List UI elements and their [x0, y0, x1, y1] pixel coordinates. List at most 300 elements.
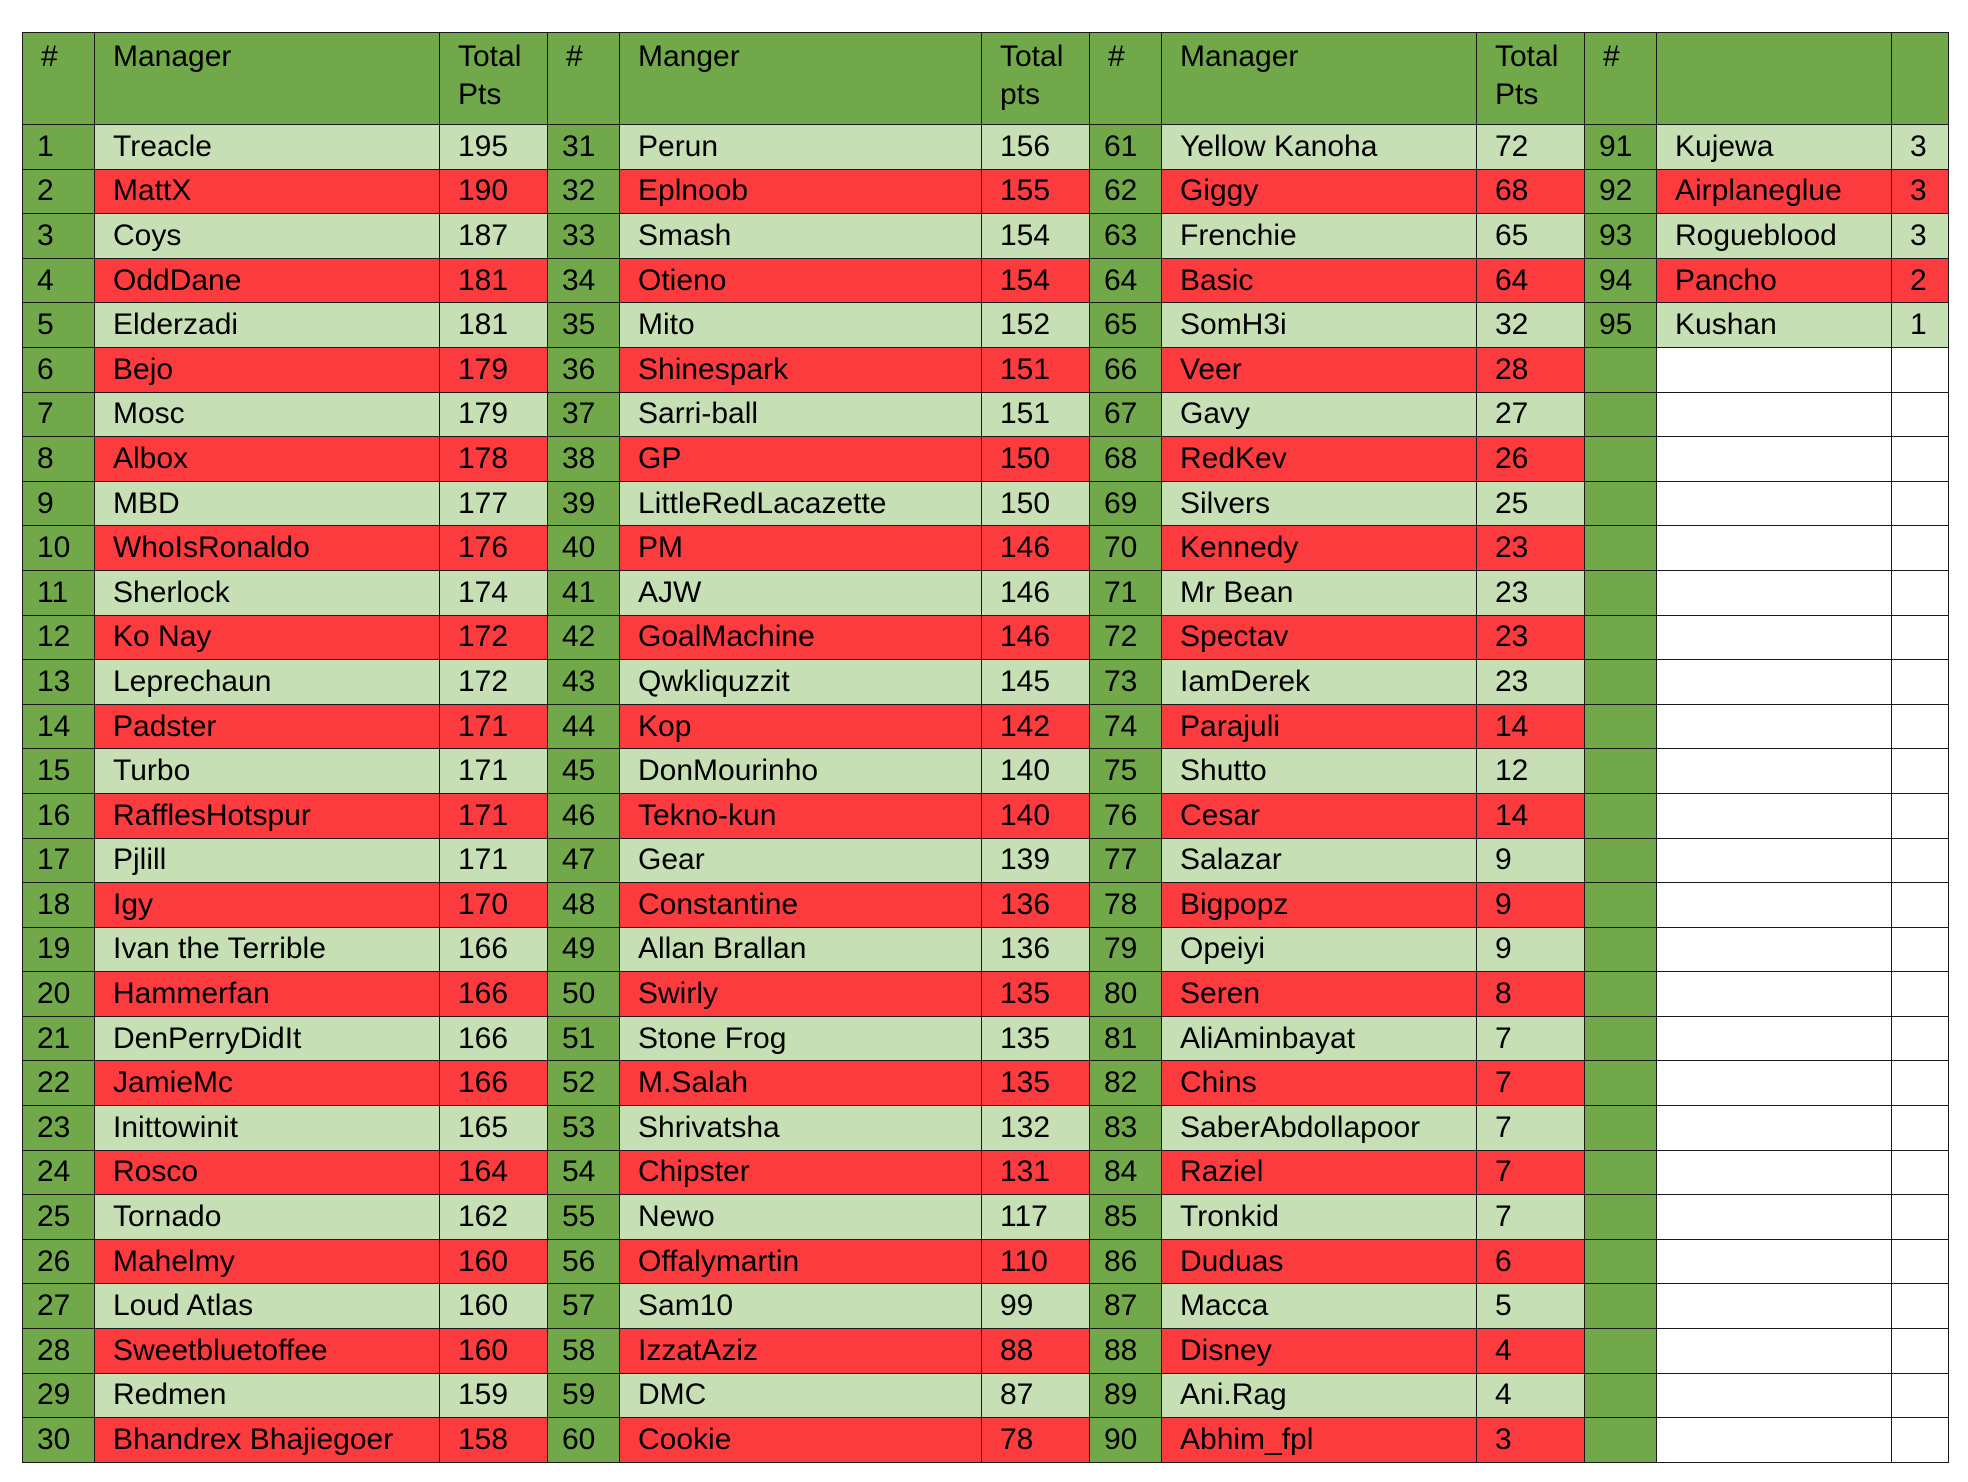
empty-cell: [1892, 883, 1949, 928]
rank-cell: 93: [1585, 214, 1657, 259]
rank-cell: 61: [1090, 125, 1162, 170]
total-points-cell: 23: [1477, 615, 1585, 660]
total-points-cell: 7: [1477, 1061, 1585, 1106]
total-points-cell: 72: [1477, 125, 1585, 170]
total-points-cell: 176: [440, 526, 548, 571]
rank-cell: 36: [548, 347, 620, 392]
rank-cell: 43: [548, 660, 620, 705]
table-row: [23, 1106, 1949, 1151]
total-points-cell: 171: [440, 838, 548, 883]
manager-name-cell: Sarri-ball: [620, 392, 982, 437]
manager-name-cell: Chins: [1162, 1061, 1477, 1106]
total-points-cell: 2: [1892, 258, 1949, 303]
manager-name-cell: DMC: [620, 1373, 982, 1418]
manager-name-cell: Ko Nay: [95, 615, 440, 660]
table-row: [23, 615, 1949, 660]
empty-cell: [1657, 1239, 1892, 1284]
header-rank-4: #: [1585, 33, 1657, 125]
manager-name-cell: Spectav: [1162, 615, 1477, 660]
manager-name-cell: Ivan the Terrible: [95, 927, 440, 972]
empty-cell: [1657, 838, 1892, 883]
total-points-cell: 171: [440, 749, 548, 794]
rank-cell: 26: [23, 1239, 95, 1284]
manager-name-cell: Smash: [620, 214, 982, 259]
total-points-cell: 26: [1477, 437, 1585, 482]
total-points-cell: 166: [440, 972, 548, 1017]
total-points-cell: 135: [982, 1061, 1090, 1106]
header-rank-3: #: [1090, 33, 1162, 125]
empty-cell: [1892, 749, 1949, 794]
table-row: [23, 793, 1949, 838]
manager-name-cell: Bhandrex Bhajiegoer: [95, 1418, 440, 1463]
rank-cell: 4: [23, 258, 95, 303]
manager-name-cell: Turbo: [95, 749, 440, 794]
manager-name-cell: Shutto: [1162, 749, 1477, 794]
rank-cell: 95: [1585, 303, 1657, 348]
manager-name-cell: JamieMc: [95, 1061, 440, 1106]
rank-cell: 1: [23, 125, 95, 170]
total-points-cell: 150: [982, 437, 1090, 482]
manager-name-cell: MBD: [95, 481, 440, 526]
total-points-cell: 159: [440, 1373, 548, 1418]
manager-name-cell: Leprechaun: [95, 660, 440, 705]
manager-name-cell: Silvers: [1162, 481, 1477, 526]
total-points-cell: 131: [982, 1150, 1090, 1195]
rank-cell: 2: [23, 169, 95, 214]
empty-cell: [1657, 883, 1892, 928]
total-points-cell: 177: [440, 481, 548, 526]
header-pts-4: [1892, 33, 1949, 125]
rank-cell: 55: [548, 1195, 620, 1240]
total-points-cell: 28: [1477, 347, 1585, 392]
header-name-4: [1657, 33, 1892, 125]
rank-cell: 75: [1090, 749, 1162, 794]
total-points-cell: 6: [1477, 1239, 1585, 1284]
empty-cell: [1892, 660, 1949, 705]
empty-cell: [1892, 793, 1949, 838]
rank-cell: 15: [23, 749, 95, 794]
rank-cell: [1585, 793, 1657, 838]
rank-cell: 31: [548, 125, 620, 170]
total-points-cell: 139: [982, 838, 1090, 883]
rank-cell: 68: [1090, 437, 1162, 482]
rank-cell: 24: [23, 1150, 95, 1195]
table-row: [23, 347, 1949, 392]
total-points-cell: 23: [1477, 570, 1585, 615]
empty-cell: [1657, 347, 1892, 392]
rank-cell: 53: [548, 1106, 620, 1151]
rank-cell: 46: [548, 793, 620, 838]
rank-cell: 47: [548, 838, 620, 883]
total-points-cell: 166: [440, 927, 548, 972]
empty-cell: [1892, 1239, 1949, 1284]
manager-name-cell: Treacle: [95, 125, 440, 170]
empty-cell: [1657, 1195, 1892, 1240]
manager-name-cell: Inittowinit: [95, 1106, 440, 1151]
total-points-cell: 14: [1477, 704, 1585, 749]
rank-cell: 59: [548, 1373, 620, 1418]
table-row: [23, 481, 1949, 526]
empty-cell: [1892, 1195, 1949, 1240]
rank-cell: [1585, 1195, 1657, 1240]
total-points-cell: 5: [1477, 1284, 1585, 1329]
total-points-cell: 164: [440, 1150, 548, 1195]
manager-name-cell: Kushan: [1657, 303, 1892, 348]
manager-name-cell: Sweetbluetoffee: [95, 1329, 440, 1374]
rank-cell: 58: [548, 1329, 620, 1374]
manager-name-cell: Giggy: [1162, 169, 1477, 214]
manager-name-cell: GP: [620, 437, 982, 482]
rank-cell: 41: [548, 570, 620, 615]
table-row: [23, 1239, 1949, 1284]
rank-cell: 73: [1090, 660, 1162, 705]
manager-name-cell: Qwkliquzzit: [620, 660, 982, 705]
rank-cell: [1585, 660, 1657, 705]
total-points-cell: 68: [1477, 169, 1585, 214]
manager-name-cell: Mito: [620, 303, 982, 348]
empty-cell: [1657, 972, 1892, 1017]
manager-name-cell: Eplnoob: [620, 169, 982, 214]
total-points-cell: 8: [1477, 972, 1585, 1017]
rank-cell: 63: [1090, 214, 1162, 259]
rank-cell: [1585, 347, 1657, 392]
rank-cell: 57: [548, 1284, 620, 1329]
total-points-cell: 154: [982, 258, 1090, 303]
total-points-cell: 132: [982, 1106, 1090, 1151]
rank-cell: 80: [1090, 972, 1162, 1017]
total-points-cell: 9: [1477, 883, 1585, 928]
rank-cell: 40: [548, 526, 620, 571]
empty-cell: [1892, 1016, 1949, 1061]
table-row: [23, 927, 1949, 972]
total-points-cell: 152: [982, 303, 1090, 348]
table-row: [23, 704, 1949, 749]
rank-cell: 11: [23, 570, 95, 615]
table-row: [23, 749, 1949, 794]
total-points-cell: 160: [440, 1329, 548, 1374]
manager-name-cell: Hammerfan: [95, 972, 440, 1017]
empty-cell: [1657, 615, 1892, 660]
empty-cell: [1657, 1284, 1892, 1329]
total-points-cell: 3: [1892, 169, 1949, 214]
total-points-cell: 117: [982, 1195, 1090, 1240]
table-row: [23, 437, 1949, 482]
total-points-cell: 142: [982, 704, 1090, 749]
rank-cell: [1585, 1284, 1657, 1329]
empty-cell: [1657, 660, 1892, 705]
manager-name-cell: Igy: [95, 883, 440, 928]
rank-cell: 51: [548, 1016, 620, 1061]
rank-cell: 81: [1090, 1016, 1162, 1061]
manager-name-cell: DenPerryDidIt: [95, 1016, 440, 1061]
manager-name-cell: Allan Brallan: [620, 927, 982, 972]
total-points-cell: 65: [1477, 214, 1585, 259]
manager-name-cell: Parajuli: [1162, 704, 1477, 749]
total-points-cell: 170: [440, 883, 548, 928]
manager-name-cell: AJW: [620, 570, 982, 615]
manager-name-cell: Pjlill: [95, 838, 440, 883]
empty-cell: [1892, 1150, 1949, 1195]
table-row: [23, 1418, 1949, 1463]
table-row: [23, 1061, 1949, 1106]
manager-name-cell: Pancho: [1657, 258, 1892, 303]
manager-name-cell: Airplaneglue: [1657, 169, 1892, 214]
empty-cell: [1657, 481, 1892, 526]
total-points-cell: 7: [1477, 1195, 1585, 1240]
table-row: [23, 125, 1949, 170]
total-points-cell: 3: [1477, 1418, 1585, 1463]
empty-cell: [1892, 1373, 1949, 1418]
rank-cell: 82: [1090, 1061, 1162, 1106]
manager-name-cell: WhoIsRonaldo: [95, 526, 440, 571]
manager-name-cell: Bejo: [95, 347, 440, 392]
total-points-cell: 187: [440, 214, 548, 259]
manager-name-cell: Tronkid: [1162, 1195, 1477, 1240]
rank-cell: 6: [23, 347, 95, 392]
manager-name-cell: Tekno-kun: [620, 793, 982, 838]
empty-cell: [1892, 972, 1949, 1017]
header-pts-1: Total Pts: [440, 33, 548, 125]
total-points-cell: 156: [982, 125, 1090, 170]
manager-name-cell: Sam10: [620, 1284, 982, 1329]
total-points-cell: 136: [982, 927, 1090, 972]
empty-cell: [1657, 392, 1892, 437]
rank-cell: 62: [1090, 169, 1162, 214]
rank-cell: [1585, 526, 1657, 571]
manager-name-cell: Sherlock: [95, 570, 440, 615]
rank-cell: 42: [548, 615, 620, 660]
manager-name-cell: RedKev: [1162, 437, 1477, 482]
manager-name-cell: RafflesHotspur: [95, 793, 440, 838]
table-row: [23, 169, 1949, 214]
empty-cell: [1892, 347, 1949, 392]
rank-cell: 33: [548, 214, 620, 259]
total-points-cell: 3: [1892, 125, 1949, 170]
empty-cell: [1892, 1061, 1949, 1106]
rank-cell: 49: [548, 927, 620, 972]
total-points-cell: 64: [1477, 258, 1585, 303]
total-points-cell: 7: [1477, 1150, 1585, 1195]
rank-cell: 25: [23, 1195, 95, 1240]
rank-cell: 3: [23, 214, 95, 259]
manager-name-cell: Cesar: [1162, 793, 1477, 838]
rank-cell: [1585, 1418, 1657, 1463]
total-points-cell: 78: [982, 1418, 1090, 1463]
header-row: [23, 33, 1949, 125]
manager-name-cell: DonMourinho: [620, 749, 982, 794]
total-points-cell: 160: [440, 1284, 548, 1329]
total-points-cell: 88: [982, 1329, 1090, 1374]
rank-cell: 72: [1090, 615, 1162, 660]
header-pts-3: Total Pts: [1477, 33, 1585, 125]
rank-cell: 64: [1090, 258, 1162, 303]
table-row: [23, 214, 1949, 259]
manager-name-cell: Constantine: [620, 883, 982, 928]
manager-name-cell: PM: [620, 526, 982, 571]
rank-cell: 70: [1090, 526, 1162, 571]
empty-cell: [1892, 838, 1949, 883]
rank-cell: 48: [548, 883, 620, 928]
manager-name-cell: SomH3i: [1162, 303, 1477, 348]
header-pts-2: Total pts: [982, 33, 1090, 125]
rank-cell: 23: [23, 1106, 95, 1151]
header-name-2: Manger: [620, 33, 982, 125]
table-row: [23, 660, 1949, 705]
empty-cell: [1657, 1061, 1892, 1106]
total-points-cell: 181: [440, 303, 548, 348]
empty-cell: [1657, 437, 1892, 482]
rank-cell: 37: [548, 392, 620, 437]
empty-cell: [1892, 1418, 1949, 1463]
total-points-cell: 190: [440, 169, 548, 214]
table-row: [23, 1150, 1949, 1195]
empty-cell: [1657, 1150, 1892, 1195]
total-points-cell: 160: [440, 1239, 548, 1284]
empty-cell: [1892, 927, 1949, 972]
total-points-cell: 9: [1477, 927, 1585, 972]
rank-cell: 32: [548, 169, 620, 214]
rank-cell: 28: [23, 1329, 95, 1374]
rank-cell: 89: [1090, 1373, 1162, 1418]
rank-cell: [1585, 1239, 1657, 1284]
rank-cell: 44: [548, 704, 620, 749]
manager-name-cell: IamDerek: [1162, 660, 1477, 705]
rank-cell: 13: [23, 660, 95, 705]
manager-name-cell: Padster: [95, 704, 440, 749]
rank-cell: 29: [23, 1373, 95, 1418]
rank-cell: 9: [23, 481, 95, 526]
rank-cell: 20: [23, 972, 95, 1017]
rank-cell: 7: [23, 392, 95, 437]
rank-cell: 10: [23, 526, 95, 571]
manager-name-cell: Yellow Kanoha: [1162, 125, 1477, 170]
rank-cell: 88: [1090, 1329, 1162, 1374]
total-points-cell: 165: [440, 1106, 548, 1151]
rank-cell: 34: [548, 258, 620, 303]
empty-cell: [1657, 1106, 1892, 1151]
empty-cell: [1657, 1418, 1892, 1463]
rank-cell: [1585, 1150, 1657, 1195]
manager-name-cell: Veer: [1162, 347, 1477, 392]
manager-name-cell: Seren: [1162, 972, 1477, 1017]
manager-name-cell: Kennedy: [1162, 526, 1477, 571]
manager-name-cell: Salazar: [1162, 838, 1477, 883]
rank-cell: 91: [1585, 125, 1657, 170]
empty-cell: [1892, 1284, 1949, 1329]
total-points-cell: 171: [440, 793, 548, 838]
manager-name-cell: Coys: [95, 214, 440, 259]
rank-cell: 76: [1090, 793, 1162, 838]
table-row: [23, 1284, 1949, 1329]
rank-cell: 39: [548, 481, 620, 526]
manager-name-cell: Gavy: [1162, 392, 1477, 437]
rank-cell: 27: [23, 1284, 95, 1329]
total-points-cell: 12: [1477, 749, 1585, 794]
manager-name-cell: Perun: [620, 125, 982, 170]
rank-cell: 50: [548, 972, 620, 1017]
manager-name-cell: Opeiyi: [1162, 927, 1477, 972]
manager-name-cell: Mahelmy: [95, 1239, 440, 1284]
empty-cell: [1657, 1373, 1892, 1418]
manager-name-cell: GoalMachine: [620, 615, 982, 660]
rank-cell: 90: [1090, 1418, 1162, 1463]
header-rank-2: #: [548, 33, 620, 125]
total-points-cell: 174: [440, 570, 548, 615]
table-body: [23, 125, 1949, 1463]
rank-cell: 71: [1090, 570, 1162, 615]
rank-cell: 67: [1090, 392, 1162, 437]
total-points-cell: 136: [982, 883, 1090, 928]
manager-name-cell: Tornado: [95, 1195, 440, 1240]
rank-cell: 56: [548, 1239, 620, 1284]
rank-cell: 79: [1090, 927, 1162, 972]
manager-name-cell: OddDane: [95, 258, 440, 303]
manager-name-cell: AliAminbayat: [1162, 1016, 1477, 1061]
table-row: [23, 1195, 1949, 1240]
empty-cell: [1657, 927, 1892, 972]
total-points-cell: 172: [440, 615, 548, 660]
total-points-cell: 150: [982, 481, 1090, 526]
table-row: [23, 972, 1949, 1017]
rank-cell: 52: [548, 1061, 620, 1106]
rank-cell: 54: [548, 1150, 620, 1195]
manager-name-cell: Swirly: [620, 972, 982, 1017]
rank-cell: [1585, 437, 1657, 482]
manager-name-cell: SaberAbdollapoor: [1162, 1106, 1477, 1151]
manager-name-cell: Otieno: [620, 258, 982, 303]
manager-name-cell: Disney: [1162, 1329, 1477, 1374]
manager-name-cell: Chipster: [620, 1150, 982, 1195]
manager-name-cell: Albox: [95, 437, 440, 482]
total-points-cell: 146: [982, 615, 1090, 660]
rank-cell: 69: [1090, 481, 1162, 526]
rank-cell: [1585, 1373, 1657, 1418]
header-name-1: Manager: [95, 33, 440, 125]
total-points-cell: 140: [982, 749, 1090, 794]
total-points-cell: 151: [982, 347, 1090, 392]
rank-cell: 84: [1090, 1150, 1162, 1195]
total-points-cell: 4: [1477, 1373, 1585, 1418]
empty-cell: [1892, 704, 1949, 749]
rank-cell: 66: [1090, 347, 1162, 392]
empty-cell: [1657, 704, 1892, 749]
rank-cell: [1585, 883, 1657, 928]
total-points-cell: 166: [440, 1016, 548, 1061]
table-row: [23, 1016, 1949, 1061]
manager-name-cell: Shinespark: [620, 347, 982, 392]
manager-name-cell: Gear: [620, 838, 982, 883]
total-points-cell: 179: [440, 392, 548, 437]
rank-cell: 86: [1090, 1239, 1162, 1284]
standings-table: [22, 32, 1949, 1463]
empty-cell: [1892, 481, 1949, 526]
total-points-cell: 1: [1892, 303, 1949, 348]
rank-cell: [1585, 1329, 1657, 1374]
manager-name-cell: Abhim_fpl: [1162, 1418, 1477, 1463]
rank-cell: [1585, 704, 1657, 749]
empty-cell: [1892, 1106, 1949, 1151]
total-points-cell: 146: [982, 526, 1090, 571]
total-points-cell: 181: [440, 258, 548, 303]
total-points-cell: 25: [1477, 481, 1585, 526]
empty-cell: [1892, 570, 1949, 615]
manager-name-cell: Frenchie: [1162, 214, 1477, 259]
table-row: [23, 883, 1949, 928]
empty-cell: [1892, 526, 1949, 571]
manager-name-cell: Newo: [620, 1195, 982, 1240]
empty-cell: [1657, 570, 1892, 615]
rank-cell: 19: [23, 927, 95, 972]
